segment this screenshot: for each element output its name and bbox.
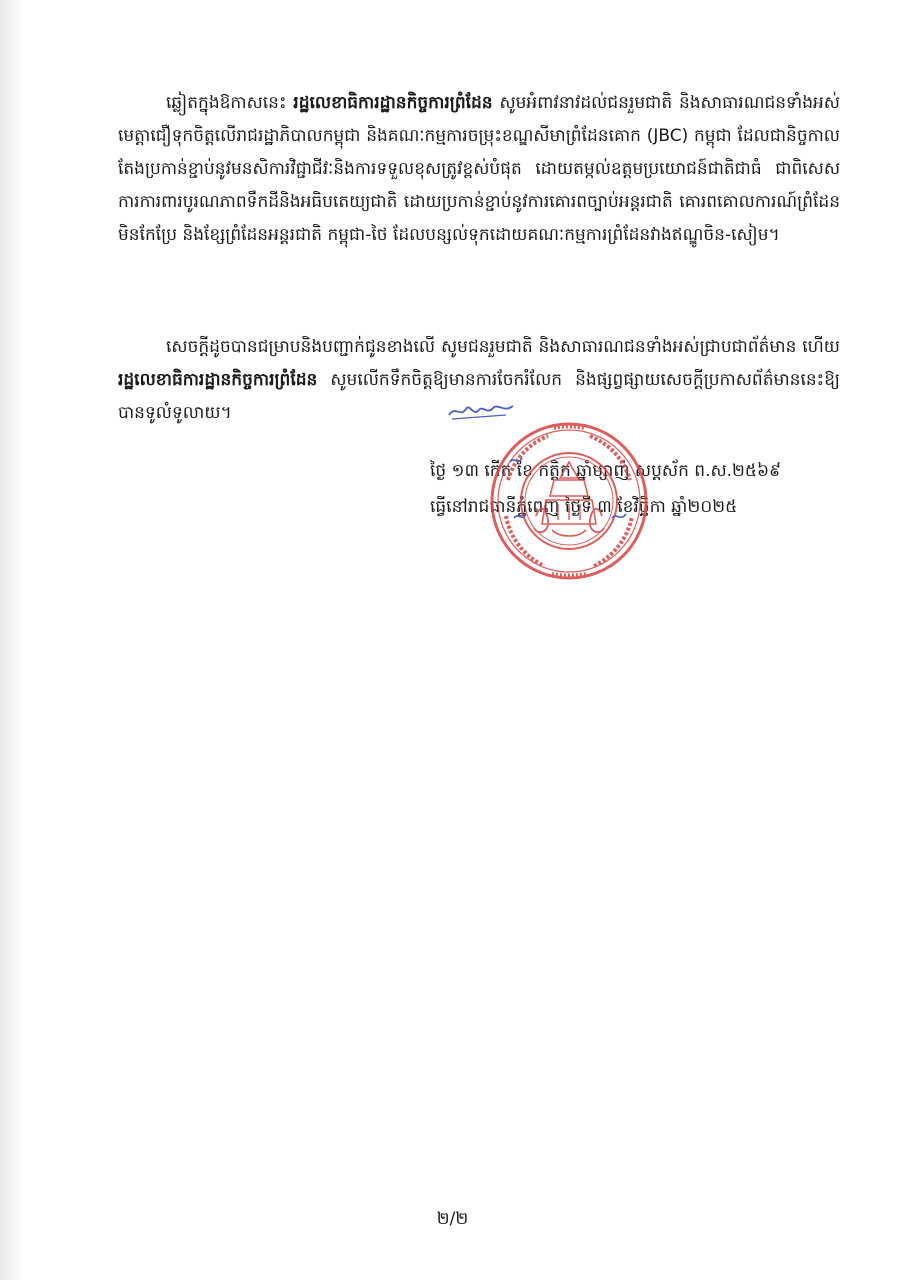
official-seal-stamp xyxy=(488,420,650,582)
page-number: ២/២ xyxy=(436,1209,469,1229)
paragraph-1-lead: ឆ្លៀតក្នុងឱកាសនេះ xyxy=(166,93,287,113)
paragraph-2-lead: សេចក្តីដូចបានជម្រាបនិងបញ្ជាក់ជូនខាងលើ សូមជនរួមជាតិ និងសាធារណជនទាំងអស់ជ្រាបជាព័ត៌មាន ហើយ xyxy=(166,337,840,357)
paragraph-appeal xyxy=(118,87,840,252)
paragraph-2-body: សូមលើកទឹកចិត្តឱ្យមានការចែករំលែក និងផ្សព្វផ្សាយសេចក្តីប្រកាសព័ត៌មាននេះឱ្យបានទូលំទូលាយ។ xyxy=(118,370,840,423)
paragraph-1-body: សូមអំពាវនាវដល់ជនរួមជាតិ និងសាធារណជនទាំងអស់មេត្តាជឿទុកចិត្តលើរាជរដ្ឋាភិបាលកម្ពុជា និងគណៈកម្មការចម្រុះខណ្ឌសីមាព្រំដែនគោក (JBC) កម្ពុជា ដែលជានិច្ចកាលតែងប្រកាន់ខ្ជាប់នូវមនសិការវិជ្ជាជីវៈនិងការទទួលខុសត្រូវខ្ពស់បំផុត ដោយតម្កល់ឧត្តមប្រយោជន៍ជាតិជាធំ ជាពិសេសការការពារបូរណភាពទឹកដីនិងអធិបតេយ្យជាតិ ដោយប្រកាន់ខ្ជាប់នូវការគោរពច្បាប់អន្តរជាតិ គោរពគោលការណ៍ព្រំដែនមិនកែប្រែ និងខ្សែព្រំដែនអន្តរជាតិ កម្ពុជា-ថៃ ដែលបន្សល់ទុកដោយគណៈកម្មការព្រំដែនវាងឥណ្ឌូចិន-សៀម។ xyxy=(118,93,840,245)
scan-shadow xyxy=(0,0,22,1280)
handwritten-initial xyxy=(446,400,516,422)
gregorian-date-line: ធ្វើនៅរាជធានីភ្នំពេញ ថ្ងៃទី ៣ ខែវិច្ឆិកា ឆ្នាំ២០២៥ xyxy=(430,497,738,517)
ministry-name: រដ្ឋលេខាធិការដ្ឋានកិច្ចការព្រំដែន xyxy=(293,93,493,113)
lunar-date-line: ថ្ងៃ ១៣ កើត ខែ កត្តិក ឆ្នាំម្សាញ់ សប្តស័ក ព.ស.២៥៦៩ xyxy=(430,461,782,481)
ministry-name-2: រដ្ឋលេខាធិការដ្ឋានកិច្ចការព្រំដែន xyxy=(118,370,318,390)
